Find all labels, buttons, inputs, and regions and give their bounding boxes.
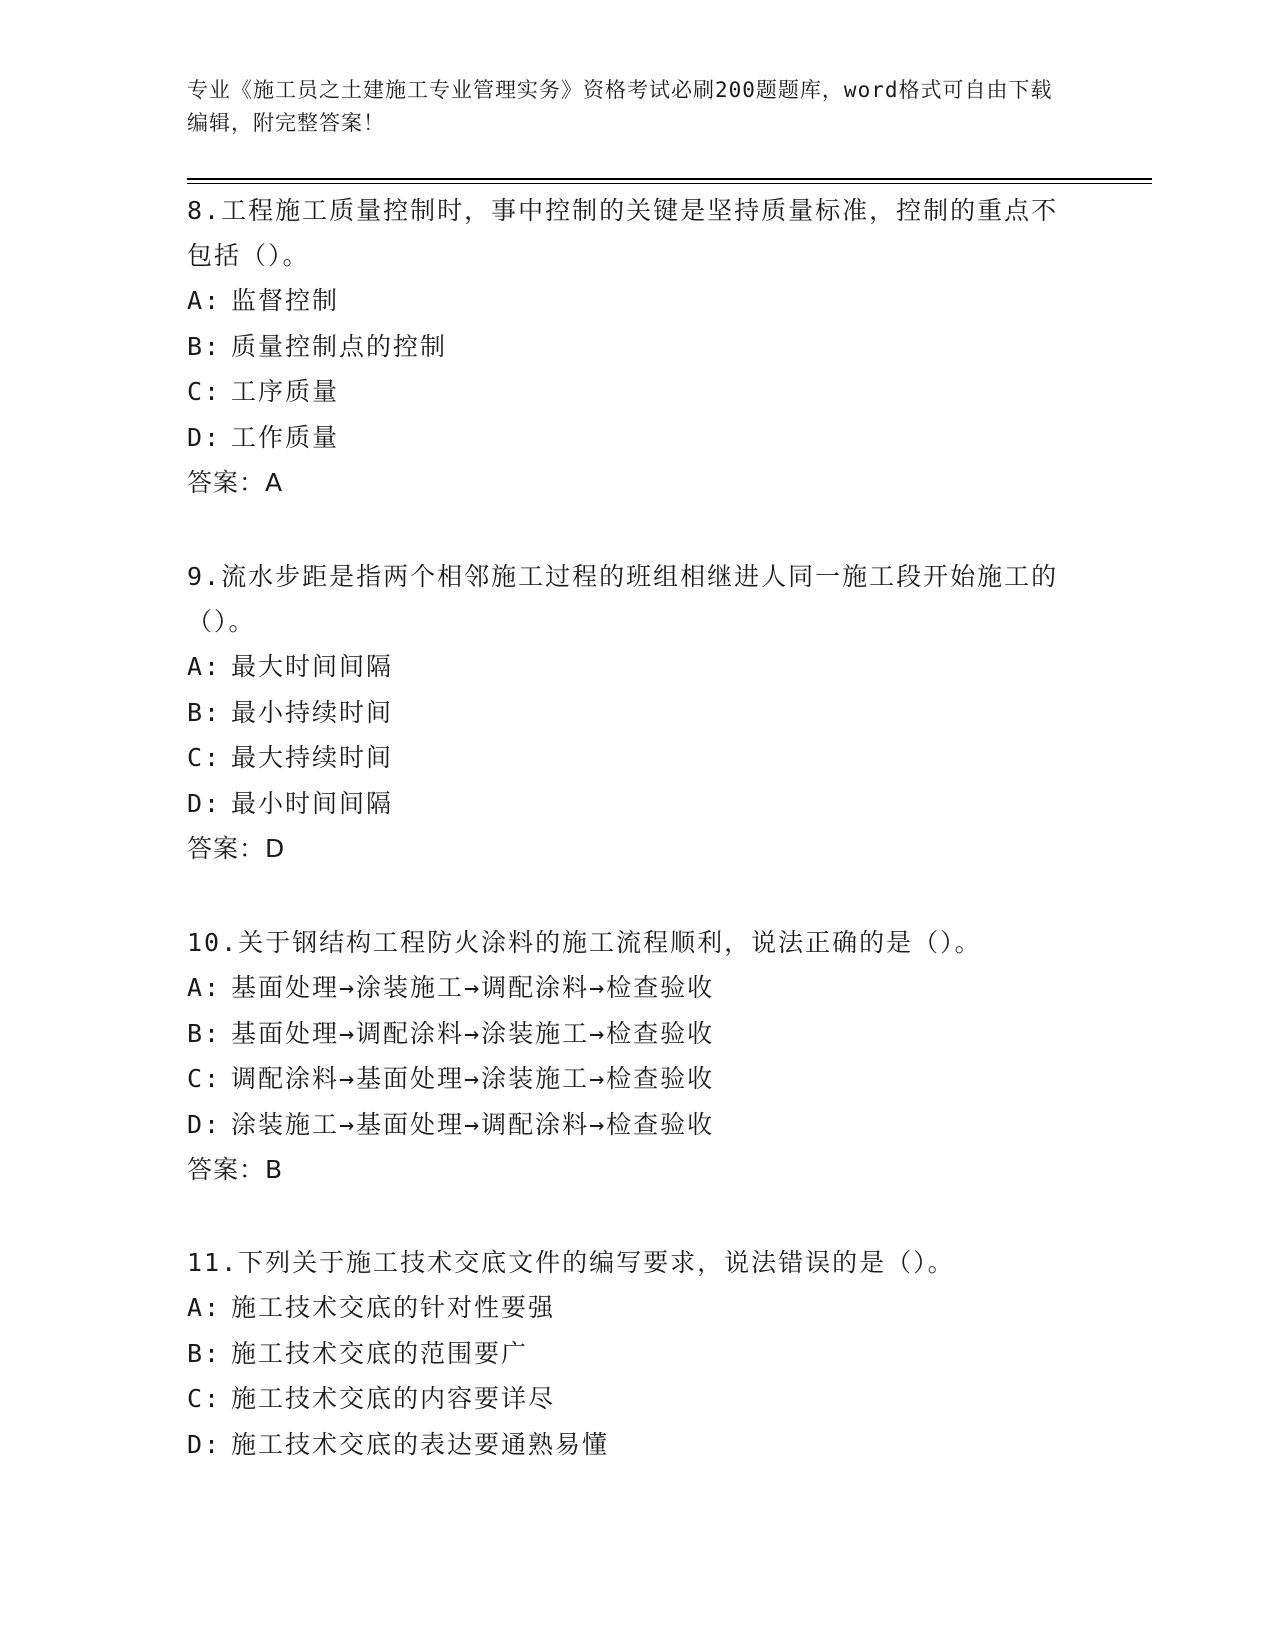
option-text: 最大时间间隔	[231, 652, 394, 681]
option-c	[187, 735, 1067, 781]
option-text: 最小时间间隔	[231, 788, 394, 818]
option-text: 基面处理→调配涂料→涂装施工→检查验收	[231, 1018, 715, 1048]
option-letter: B:	[187, 697, 222, 727]
header-divider-thick	[187, 178, 1152, 180]
option-text: 施工技术交底的针对性要强	[231, 1293, 556, 1322]
option-letter: D:	[187, 1429, 222, 1459]
option-text: 质量控制点的控制	[231, 331, 448, 361]
option-b	[187, 1011, 1067, 1057]
document-header: 专业《施工员之土建施工专业管理实务》资格考试必刷200题题库，word格式可自由下载编辑，附完整答案！	[187, 78, 1053, 135]
option-d	[187, 1422, 1067, 1468]
question-block	[187, 554, 1067, 871]
question-stem: 9.流水步距是指两个相邻施工过程的班组相继进人同一施工段开始施工的（）。	[187, 562, 1059, 636]
option-b	[187, 690, 1067, 736]
answer-line: 答案：D	[187, 834, 286, 863]
option-text: 基面处理→涂装施工→调配涂料→检查验收	[231, 973, 715, 1002]
option-letter: C:	[187, 1064, 222, 1093]
option-d	[187, 415, 1067, 461]
question-block	[187, 920, 1067, 1192]
option-a	[187, 644, 1067, 690]
question-stem: 11.下列关于施工技术交底文件的编写要求，说法错误的是（）。	[187, 1248, 955, 1277]
option-a	[187, 1285, 1067, 1331]
question-block	[187, 188, 1067, 505]
option-a	[187, 278, 1067, 324]
option-text: 调配涂料→基面处理→涂装施工→检查验收	[231, 1064, 715, 1093]
answer-line: 答案：B	[187, 1155, 284, 1184]
option-letter: D:	[187, 422, 222, 452]
option-letter: A:	[187, 1293, 222, 1322]
option-text: 工序质量	[231, 377, 340, 406]
option-text: 最小持续时间	[231, 697, 394, 727]
option-a	[187, 965, 1067, 1011]
option-b	[187, 324, 1067, 370]
option-text: 工作质量	[231, 422, 340, 452]
option-b	[187, 1331, 1067, 1377]
answer-line: 答案：A	[187, 468, 284, 497]
option-letter: A:	[187, 286, 222, 315]
option-letter: B:	[187, 1338, 222, 1368]
option-letter: A:	[187, 973, 222, 1002]
option-c	[187, 1376, 1067, 1422]
option-c	[187, 369, 1067, 415]
option-letter: B:	[187, 1018, 222, 1048]
option-c	[187, 1056, 1067, 1102]
question-stem: 10.关于钢结构工程防火涂料的施工流程顺利，说法正确的是（）。	[187, 928, 982, 957]
question-block	[187, 1240, 1067, 1467]
option-letter: C:	[187, 743, 222, 772]
option-text: 监督控制	[231, 286, 340, 315]
option-letter: B:	[187, 331, 222, 361]
option-text: 施工技术交底的表达要通熟易懂	[231, 1429, 610, 1459]
option-letter: D:	[187, 1109, 222, 1139]
option-letter: D:	[187, 788, 222, 818]
question-stem: 8.工程施工质量控制时，事中控制的关键是坚持质量标准，控制的重点不包括（）。	[187, 196, 1059, 270]
option-d	[187, 781, 1067, 827]
option-text: 施工技术交底的内容要详尽	[231, 1384, 556, 1413]
option-letter: C:	[187, 377, 222, 406]
option-text: 最大持续时间	[231, 743, 394, 772]
option-text: 施工技术交底的范围要广	[231, 1338, 529, 1368]
option-letter: A:	[187, 652, 222, 681]
option-d	[187, 1102, 1067, 1148]
option-text: 涂装施工→基面处理→调配涂料→检查验收	[231, 1109, 715, 1139]
header-divider-thin	[187, 183, 1152, 184]
option-letter: C:	[187, 1384, 222, 1413]
